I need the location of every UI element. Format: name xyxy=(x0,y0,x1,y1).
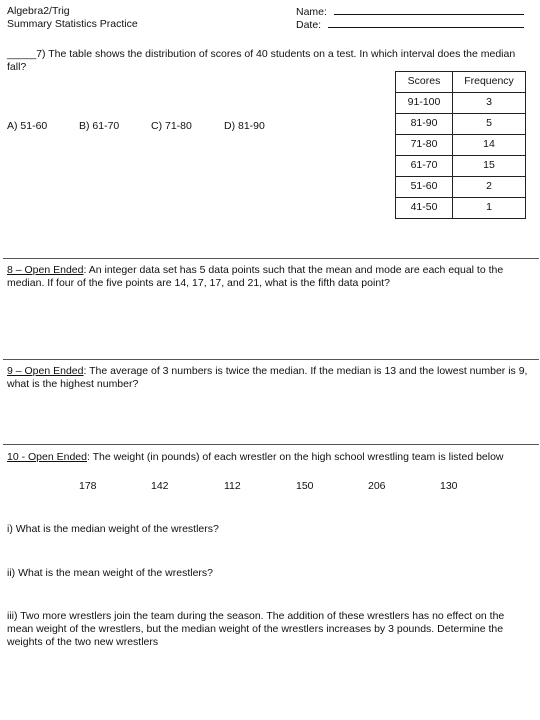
table-cell-score: 71-80 xyxy=(396,135,453,156)
column-header-frequency: Frequency xyxy=(453,72,526,93)
worksheet-subtitle: Summary Statistics Practice xyxy=(7,18,138,30)
date-field[interactable] xyxy=(296,18,524,32)
question-9-label: 9 – Open Ended xyxy=(7,365,84,377)
weight-value: 178 xyxy=(79,480,97,492)
table-cell-score: 51-60 xyxy=(396,177,453,198)
table-cell-frequency: 3 xyxy=(453,93,526,114)
table-cell-frequency: 15 xyxy=(453,156,526,177)
course-title: Algebra2/Trig xyxy=(7,5,70,17)
section-divider xyxy=(3,258,539,259)
column-header-scores: Scores xyxy=(396,72,453,93)
table-row xyxy=(396,177,526,198)
frequency-table xyxy=(395,71,526,219)
weight-value: 112 xyxy=(224,480,241,492)
question-7-text: 7) The table shows the distribution of scores of 40 students on a test. In which interval does the median fall? xyxy=(7,48,516,74)
question-10-part-i: i) What is the median weight of the wrestlers? xyxy=(7,523,219,535)
question-10-label: 10 - Open Ended xyxy=(7,451,87,463)
table-cell-frequency: 1 xyxy=(453,198,526,219)
answer-blank: _____ xyxy=(7,48,37,60)
choice-d[interactable]: D) 81-90 xyxy=(224,120,265,132)
table-row xyxy=(396,156,526,177)
section-divider xyxy=(3,359,539,360)
weight-value: 206 xyxy=(368,480,386,492)
table-row xyxy=(396,114,526,135)
date-line xyxy=(328,18,524,28)
question-8-text: : An integer data set has 5 data points such that the mean and mode are each equal to the median. If four of the five points are 14, 17, 17, and 21, what is the fifth data point? xyxy=(7,264,504,290)
table-row xyxy=(396,198,526,219)
question-9 xyxy=(7,365,533,391)
section-divider xyxy=(3,444,539,445)
table-header-row xyxy=(396,72,526,93)
weight-value: 142 xyxy=(151,480,169,492)
question-10-part-ii: ii) What is the mean weight of the wrestlers? xyxy=(7,567,214,579)
table-cell-frequency: 2 xyxy=(453,177,526,198)
frequency-table-wrapper xyxy=(395,71,526,219)
question-8-label: 8 – Open Ended xyxy=(7,264,84,276)
table-row xyxy=(396,135,526,156)
table-cell-score: 91-100 xyxy=(396,93,453,114)
table-cell-score: 61-70 xyxy=(396,156,453,177)
question-10-part-iii: iii) Two more wrestlers join the team during the season. The addition of these wrestlers has no effect on the mean weight of the wrestlers, but the median weight of the wrestlers increases by 3 pounds. Determine the weights of the two new wrestlers xyxy=(7,610,505,649)
name-line xyxy=(334,5,524,15)
question-10-text: : The weight (in pounds) of each wrestler on the high school wrestling team is listed below xyxy=(86,451,504,463)
table-cell-frequency: 5 xyxy=(453,114,526,135)
date-label: Date: xyxy=(296,19,322,31)
weight-value: 150 xyxy=(296,480,314,492)
table-cell-score: 81-90 xyxy=(396,114,453,135)
weight-value: 130 xyxy=(440,480,458,492)
choice-b[interactable]: B) 61-70 xyxy=(79,120,120,132)
name-field[interactable] xyxy=(296,5,524,19)
choice-a[interactable]: A) 51-60 xyxy=(7,120,48,132)
choice-c[interactable]: C) 71-80 xyxy=(151,120,192,132)
table-cell-score: 41-50 xyxy=(396,198,453,219)
name-label: Name: xyxy=(296,6,327,18)
question-8 xyxy=(7,264,533,290)
question-9-text: : The average of 3 numbers is twice the median. If the median is 13 and the lowest number is 9, what is the highest number? xyxy=(7,365,528,391)
table-row xyxy=(396,93,526,114)
question-10 xyxy=(7,451,537,464)
table-cell-frequency: 14 xyxy=(453,135,526,156)
